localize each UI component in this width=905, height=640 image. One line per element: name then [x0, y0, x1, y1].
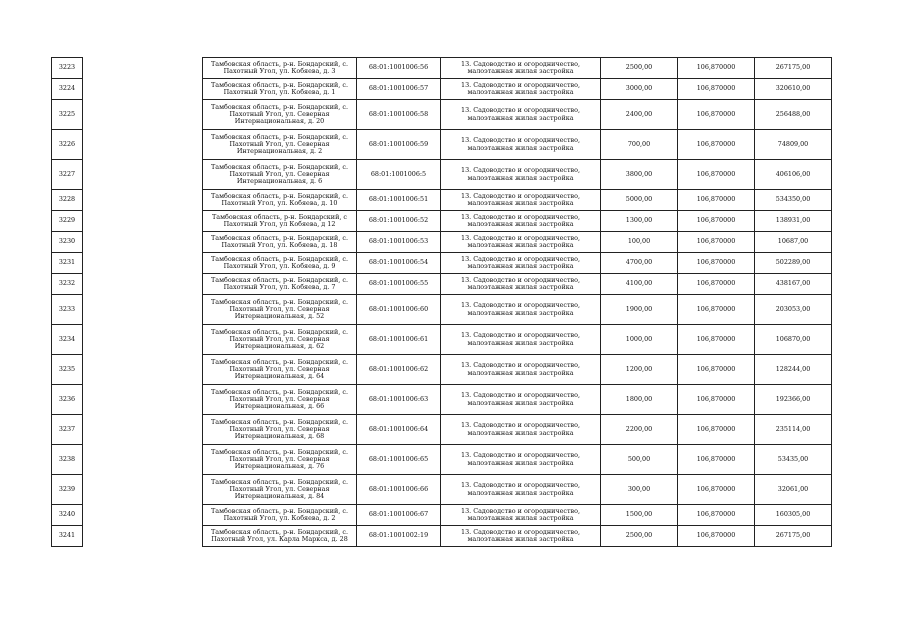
cadastral-value-cell: 106870,00	[755, 325, 832, 355]
cadastral-value-cell: 267175,00	[755, 58, 832, 79]
row-number-cell: 3225	[52, 100, 83, 130]
cadastral-value-cell: 267175,00	[755, 526, 832, 547]
cadastral-number-cell: 68:01:1001006:56	[357, 58, 441, 79]
land-use-cell: 13. Садоводство и огородничество, малоэтажная жилая застройка	[441, 160, 601, 190]
specific-value-cell: 106,870000	[678, 253, 755, 274]
address-cell: Тамбовская область, р-н. Бондарский, с Пахотный Угол, ул Кобяева, д 12	[203, 211, 357, 232]
area-cell: 1800,00	[601, 385, 678, 415]
land-use-cell: 13. Садоводство и огородничество, малоэтажная жилая застройка	[441, 295, 601, 325]
empty-cell	[83, 211, 203, 232]
cadastral-value-cell: 235114,00	[755, 415, 832, 445]
row-number-cell: 3224	[52, 79, 83, 100]
land-use-cell: 13. Садоводство и огородничество, малоэтажная жилая застройка	[441, 325, 601, 355]
table-row	[52, 232, 832, 253]
specific-value-cell: 106,870000	[678, 274, 755, 295]
cadastral-value-cell: 160305,00	[755, 505, 832, 526]
area-cell: 700,00	[601, 130, 678, 160]
land-use-cell: 13. Садоводство и огородничество, малоэтажная жилая застройка	[441, 355, 601, 385]
table-row	[52, 211, 832, 232]
address-cell: Тамбовская область, р-н. Бондарский, с. Пахотный Угол, ул. Кобяева, д. 1	[203, 79, 357, 100]
specific-value-cell: 106,870000	[678, 475, 755, 505]
address-cell: Тамбовская область, р-н. Бондарский, с. Пахотный Угол, ул. Кобяева, д. 3	[203, 58, 357, 79]
empty-cell	[83, 475, 203, 505]
empty-cell	[83, 130, 203, 160]
specific-value-cell: 106,870000	[678, 355, 755, 385]
specific-value-cell: 106,870000	[678, 190, 755, 211]
row-number-cell: 3228	[52, 190, 83, 211]
area-cell: 1200,00	[601, 355, 678, 385]
address-cell: Тамбовская область, р-н. Бондарский, с. Пахотный Угол, ул. Кобяева, д. 2	[203, 505, 357, 526]
specific-value-cell: 106,870000	[678, 130, 755, 160]
empty-cell	[83, 58, 203, 79]
address-cell: Тамбовская область, р-н. Бондарский, с. Пахотный Угол, ул. Кобяева, д. 7	[203, 274, 357, 295]
cadastral-value-cell: 438167,00	[755, 274, 832, 295]
empty-cell	[83, 274, 203, 295]
land-use-cell: 13. Садоводство и огородничество, малоэтажная жилая застройка	[441, 475, 601, 505]
cadastral-value-cell: 406106,00	[755, 160, 832, 190]
cadastral-value-cell: 534350,00	[755, 190, 832, 211]
row-number-cell: 3223	[52, 58, 83, 79]
cadastral-number-cell: 68:01:1001006:53	[357, 232, 441, 253]
cadastral-number-cell: 68:01:1001006:65	[357, 445, 441, 475]
table-row	[52, 526, 832, 547]
row-number-cell: 3238	[52, 445, 83, 475]
row-number-cell: 3237	[52, 415, 83, 445]
empty-cell	[83, 526, 203, 547]
area-cell: 1000,00	[601, 325, 678, 355]
cadastral-value-cell: 128244,00	[755, 355, 832, 385]
cadastral-number-cell: 68:01:1001006:57	[357, 79, 441, 100]
empty-cell	[83, 505, 203, 526]
cadastral-number-cell: 68:01:1001006:58	[357, 100, 441, 130]
address-cell: Тамбовская область, р-н. Бондарский, с. Пахотный Угол, ул. Северная Интернациональная, д. 6	[203, 160, 357, 190]
table-row	[52, 190, 832, 211]
row-number-cell: 3232	[52, 274, 83, 295]
empty-cell	[83, 325, 203, 355]
area-cell: 300,00	[601, 475, 678, 505]
address-cell: Тамбовская область, р-н. Бондарский, с. Пахотный Угол, ул. Кобяева, д. 9	[203, 253, 357, 274]
table-row	[52, 253, 832, 274]
address-cell: Тамбовская область, р-н. Бондарский, с. Пахотный Угол, ул. Северная Интернациональная, д. 2	[203, 130, 357, 160]
land-use-cell: 13. Садоводство и огородничество, малоэтажная жилая застройка	[441, 211, 601, 232]
table-row	[52, 295, 832, 325]
area-cell: 500,00	[601, 445, 678, 475]
cadastral-number-cell: 68:01:1001006:54	[357, 253, 441, 274]
empty-cell	[83, 445, 203, 475]
land-use-cell: 13. Садоводство и огородничество, малоэтажная жилая застройка	[441, 253, 601, 274]
area-cell: 3800,00	[601, 160, 678, 190]
row-number-cell: 3234	[52, 325, 83, 355]
table-row	[52, 415, 832, 445]
area-cell: 4700,00	[601, 253, 678, 274]
table-row	[52, 325, 832, 355]
row-number-cell: 3233	[52, 295, 83, 325]
row-number-cell: 3231	[52, 253, 83, 274]
address-cell: Тамбовская область, р-н. Бондарский, с. Пахотный Угол, ул. Северная Интернациональная, д. 52	[203, 295, 357, 325]
row-number-cell: 3241	[52, 526, 83, 547]
empty-cell	[83, 79, 203, 100]
cadastral-value-cell: 32061,00	[755, 475, 832, 505]
land-use-cell: 13. Садоводство и огородничество, малоэтажная жилая застройка	[441, 58, 601, 79]
land-use-cell: 13. Садоводство и огородничество, малоэтажная жилая застройка	[441, 385, 601, 415]
land-use-cell: 13. Садоводство и огородничество, малоэтажная жилая застройка	[441, 190, 601, 211]
table-row	[52, 274, 832, 295]
cadastral-value-cell: 256488,00	[755, 100, 832, 130]
cadastral-number-cell: 68:01:1001006:52	[357, 211, 441, 232]
cadastral-number-cell: 68:01:1001006:62	[357, 355, 441, 385]
specific-value-cell: 106,870000	[678, 445, 755, 475]
land-use-cell: 13. Садоводство и огородничество, малоэтажная жилая застройка	[441, 505, 601, 526]
row-number-cell: 3240	[52, 505, 83, 526]
table-row	[52, 475, 832, 505]
address-cell: Тамбовская область, р-н. Бондарский, с. Пахотный Угол, ул. Северная Интернациональная, д. 20	[203, 100, 357, 130]
cadastral-number-cell: 68:01:1001006:64	[357, 415, 441, 445]
area-cell: 2400,00	[601, 100, 678, 130]
empty-cell	[83, 160, 203, 190]
table-row	[52, 385, 832, 415]
address-cell: Тамбовская область, р-н. Бондарский, с. Пахотный Угол, ул. Кобяева, д. 10	[203, 190, 357, 211]
cadastral-number-cell: 68:01:1001006:61	[357, 325, 441, 355]
area-cell: 100,00	[601, 232, 678, 253]
address-cell: Тамбовская область, р-н. Бондарский, с. Пахотный Угол, ул. Северная Интернациональная, д. 64	[203, 355, 357, 385]
row-number-cell: 3236	[52, 385, 83, 415]
empty-cell	[83, 295, 203, 325]
empty-cell	[83, 100, 203, 130]
address-cell: Тамбовская область, р-н. Бондарский, с. Пахотный Угол, ул. Северная Интернациональная, д. 62	[203, 325, 357, 355]
specific-value-cell: 106,870000	[678, 385, 755, 415]
table-row	[52, 58, 832, 79]
table-row	[52, 445, 832, 475]
table-row	[52, 505, 832, 526]
land-registry-table	[51, 57, 832, 547]
area-cell: 1900,00	[601, 295, 678, 325]
cadastral-value-cell: 53435,00	[755, 445, 832, 475]
land-use-cell: 13. Садоводство и огородничество, малоэтажная жилая застройка	[441, 526, 601, 547]
cadastral-value-cell: 10687,00	[755, 232, 832, 253]
specific-value-cell: 106,870000	[678, 325, 755, 355]
row-number-cell: 3227	[52, 160, 83, 190]
land-use-cell: 13. Садоводство и огородничество, малоэтажная жилая застройка	[441, 130, 601, 160]
specific-value-cell: 106,870000	[678, 211, 755, 232]
row-number-cell: 3226	[52, 130, 83, 160]
cadastral-value-cell: 192366,00	[755, 385, 832, 415]
land-use-cell: 13. Садоводство и огородничество, малоэтажная жилая застройка	[441, 79, 601, 100]
land-use-cell: 13. Садоводство и огородничество, малоэтажная жилая застройка	[441, 232, 601, 253]
empty-cell	[83, 355, 203, 385]
empty-cell	[83, 415, 203, 445]
address-cell: Тамбовская область, р-н. Бондарский, с. Пахотный Угол, ул. Северная Интернациональная, д. 68	[203, 415, 357, 445]
cadastral-number-cell: 68:01:1001006:63	[357, 385, 441, 415]
land-use-cell: 13. Садоводство и огородничество, малоэтажная жилая застройка	[441, 445, 601, 475]
cadastral-number-cell: 68:01:1001006:66	[357, 475, 441, 505]
address-cell: Тамбовская область, р-н. Бондарский, с. Пахотный Угол, ул. Кобяева, д. 18	[203, 232, 357, 253]
address-cell: Тамбовская область, р-н. Бондарский, с. Пахотный Угол, ул. Северная Интернациональная, д. 66	[203, 385, 357, 415]
land-use-cell: 13. Садоводство и огородничество, малоэтажная жилая застройка	[441, 415, 601, 445]
row-number-cell: 3239	[52, 475, 83, 505]
address-cell: Тамбовская область, р-н. Бондарский, с. Пахотный Угол, ул. Карла Маркса, д. 28	[203, 526, 357, 547]
area-cell: 1500,00	[601, 505, 678, 526]
area-cell: 2500,00	[601, 526, 678, 547]
cadastral-value-cell: 74809,00	[755, 130, 832, 160]
specific-value-cell: 106,870000	[678, 58, 755, 79]
cadastral-number-cell: 68:01:1001006:55	[357, 274, 441, 295]
row-number-cell: 3229	[52, 211, 83, 232]
table-row	[52, 79, 832, 100]
specific-value-cell: 106,870000	[678, 232, 755, 253]
cadastral-number-cell: 68:01:1001006:59	[357, 130, 441, 160]
table-row	[52, 100, 832, 130]
cadastral-number-cell: 68:01:1001002:19	[357, 526, 441, 547]
cadastral-value-cell: 320610,00	[755, 79, 832, 100]
cadastral-number-cell: 68:01:1001006:67	[357, 505, 441, 526]
specific-value-cell: 106,870000	[678, 79, 755, 100]
address-cell: Тамбовская область, р-н. Бондарский, с. Пахотный Угол, ул. Северная Интернациональная, д. 76	[203, 445, 357, 475]
specific-value-cell: 106,870000	[678, 415, 755, 445]
cadastral-number-cell: 68:01:1001006:60	[357, 295, 441, 325]
cadastral-value-cell: 203053,00	[755, 295, 832, 325]
empty-cell	[83, 385, 203, 415]
area-cell: 3000,00	[601, 79, 678, 100]
area-cell: 2200,00	[601, 415, 678, 445]
specific-value-cell: 106,870000	[678, 160, 755, 190]
specific-value-cell: 106,870000	[678, 295, 755, 325]
cadastral-value-cell: 138931,00	[755, 211, 832, 232]
specific-value-cell: 106,870000	[678, 505, 755, 526]
specific-value-cell: 106,870000	[678, 526, 755, 547]
table-row	[52, 160, 832, 190]
empty-cell	[83, 253, 203, 274]
area-cell: 5000,00	[601, 190, 678, 211]
cadastral-number-cell: 68:01:1001006:5	[357, 160, 441, 190]
area-cell: 2500,00	[601, 58, 678, 79]
row-number-cell: 3235	[52, 355, 83, 385]
cadastral-value-cell: 502289,00	[755, 253, 832, 274]
row-number-cell: 3230	[52, 232, 83, 253]
area-cell: 4100,00	[601, 274, 678, 295]
table-row	[52, 355, 832, 385]
address-cell: Тамбовская область, р-н. Бондарский, с. Пахотный Угол, ул. Северная Интернациональная, д. 84	[203, 475, 357, 505]
cadastral-number-cell: 68:01:1001006:51	[357, 190, 441, 211]
empty-cell	[83, 190, 203, 211]
table-row	[52, 130, 832, 160]
specific-value-cell: 106,870000	[678, 100, 755, 130]
table-body	[52, 58, 832, 547]
land-use-cell: 13. Садоводство и огородничество, малоэтажная жилая застройка	[441, 100, 601, 130]
area-cell: 1300,00	[601, 211, 678, 232]
land-use-cell: 13. Садоводство и огородничество, малоэтажная жилая застройка	[441, 274, 601, 295]
empty-cell	[83, 232, 203, 253]
